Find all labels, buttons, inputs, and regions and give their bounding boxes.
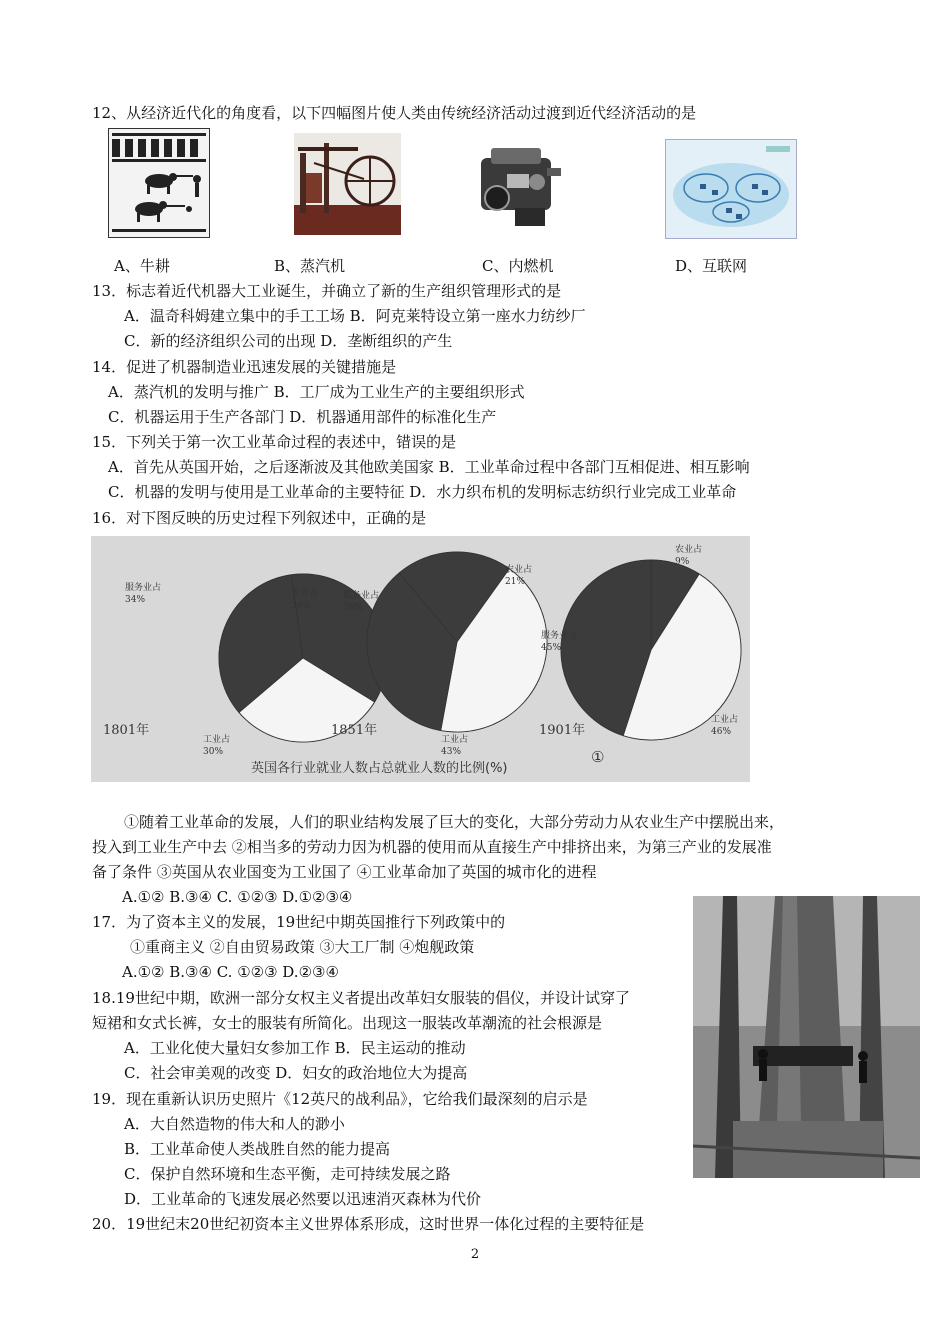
q12-option-a: A、牛耕 [114,257,170,275]
q13-options-line2: C．新的经济组织公司的出现 D．垄断组织的产生 [124,332,453,350]
q14-options-line2: C．机器运用于生产各部门 D．机器通用部件的标准化生产 [108,408,497,426]
year-label-1: 1851年 [331,723,378,738]
employment-pie-chart [91,536,750,782]
q19-stem: 19．现在重新认识历史照片《12英尺的战利品》，它给我们最深刻的启示是 [92,1090,588,1108]
q17-options: A.①② B.③④ C. ①②③ D.②③④ [122,963,339,981]
q19-option-d: D．工业革命的飞速发展必然要以迅速消灭森林为代价 [124,1190,482,1208]
slice-value-label-0-1: 30% [203,747,224,757]
year-label-0: 1801年 [103,723,150,738]
slice-value-label-0-0: 36% [291,601,312,611]
q18-options-line2: C．社会审美观的改变 D．妇女的政治地位大为提高 [124,1064,468,1082]
slice-value-label-1-0: 21% [505,577,526,587]
q19-option-c: C．保护自然环境和生态平衡，走可持续发展之路 [124,1165,451,1183]
chart-title: 英国各行业就业人数占总就业人数的比例(%) [251,761,508,776]
q16-stem: 16．对下图反映的历史过程下列叙述中，正确的是 [92,509,427,527]
q14-stem: 14．促进了机器制造业迅速发展的关键措施是 [92,358,397,376]
q15-stem: 15．下列关于第一次工业革命过程的表述中，错误的是 [92,433,457,451]
slice-name-label-2-0: 农业占 [675,545,703,555]
tree-photo-icon [693,896,920,1178]
q14-options-line1: A．蒸汽机的发明与推广 B．工厂成为工业生产的主要组织形式 [108,383,525,401]
q16-body-line3: 备了条件 ③英国从农业国变为工业国了 ④工业革命加了英国的城市化的进程 [92,863,597,881]
q12-option-b: B、蒸汽机 [274,257,346,275]
q16-body-line2: 投入到工业生产中去 ②相当多的劳动力因为机器的使用而从直接生产中排挤出来，为第三产业的发展准 [92,838,772,856]
q12-option-d: D、互联网 [675,257,748,275]
giant-tree-photo [693,896,920,1178]
slice-name-label-0-2: 服务业占 [125,583,162,593]
slice-value-label-2-1: 46% [711,727,732,737]
q18-stem-line2: 短裙和女式长裤，女士的服装有所简化。出现这一服装改革潮流的社会根源是 [92,1014,603,1032]
steam-engine-icon [294,133,401,235]
ox-plough-icon [109,129,209,237]
slice-value-label-2-2: 45% [541,643,562,653]
slice-name-label-1-2: 服务业占 [343,591,380,601]
slice-name-label-2-1: 工业占 [711,715,739,725]
slice-value-label-0-2: 34% [125,595,146,605]
page-number: 2 [470,1247,480,1262]
slice-name-label-0-0: 农业占 [291,589,319,599]
q13-stem: 13．标志着近代机器大工业诞生，并确立了新的生产组织管理形式的是 [92,282,562,300]
slice-value-label-1-2: 36% [343,603,364,613]
combustion-engine-image [467,138,570,235]
steam-engine-image [294,133,401,235]
network-icon [666,140,796,238]
engine-icon [467,138,570,235]
q16-options: A.①② B.③④ C. ①②③ D.①②③④ [122,888,353,906]
slice-name-label-1-1: 工业占 [441,735,469,745]
q18-options-line1: A．工业化使大量妇女参加工作 B．民主运动的推动 [124,1039,466,1057]
slice-value-label-1-1: 43% [441,747,462,757]
q13-options-line1: A．温奇科姆建立集中的手工工场 B．阿克莱特设立第一座水力纺纱厂 [124,307,586,325]
q15-options-line2: C．机器的发明与使用是工业革命的主要特征 D．水力织布机的发明标志纺织行业完成工业革命 [108,483,737,501]
q16-body-line1: ①随着工业革命的发展，人们的职业结构发展了巨大的变化，大部分劳动力从农业生产中摆脱出来， [124,813,785,831]
ox-plough-image [108,128,210,238]
q15-options-line1: A．首先从英国开始，之后逐渐波及其他欧美国家 B．工业革命过程中各部门互相促进、相互影响 [108,458,750,476]
slice-value-label-2-0: 9% [675,557,690,567]
q17-stem: 17．为了资本主义的发展，19世纪中期英国推行下列政策中的 [92,913,506,931]
q12-option-c: C、内燃机 [482,257,554,275]
internet-image [665,139,797,239]
slice-name-label-2-2: 服务业占 [541,631,578,641]
q12-stem: 12、从经济近代化的角度看，以下四幅图片使人类由传统经济活动过渡到近代经济活动的是 [92,104,697,122]
q19-option-b: B．工业革命使人类战胜自然的能力提高 [124,1140,391,1158]
slice-name-label-0-1: 工业占 [203,735,231,745]
year-label-2: 1901年 [539,723,586,738]
slice-name-label-1-0: 农业占 [505,565,533,575]
chart-marker: ① [591,748,605,766]
q19-option-a: A．大自然造物的伟大和人的渺小 [124,1115,345,1133]
q18-stem-line1: 18.19世纪中期，欧洲一部分女权主义者提出改革妇女服装的倡仪，并设计试穿了 [92,989,630,1007]
pie-chart-svg [91,536,750,782]
q17-items: ①重商主义 ②自由贸易政策 ③大工厂制 ④炮舰政策 [130,938,475,956]
q20-stem: 20．19世纪末20世纪初资本主义世界体系形成，这时世界一体化过程的主要特征是 [92,1215,645,1233]
